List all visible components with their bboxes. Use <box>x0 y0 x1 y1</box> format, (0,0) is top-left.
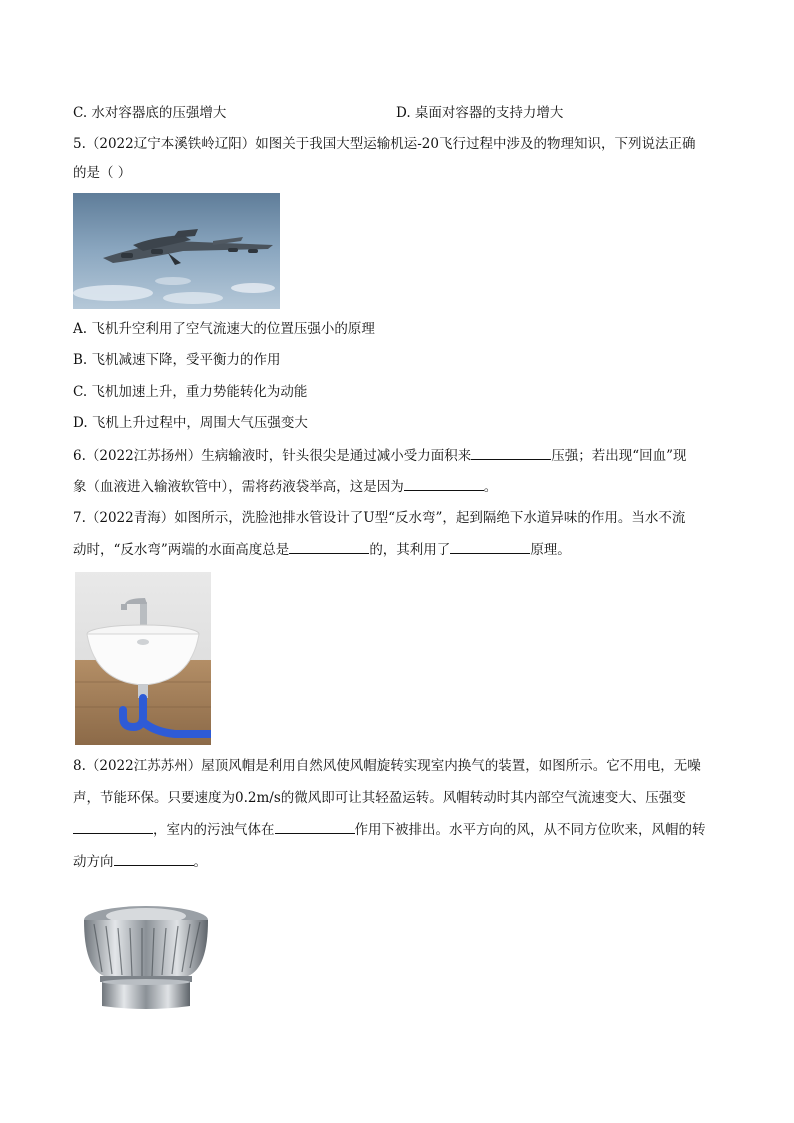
q5-option-c: C. 飞机加速上升，重力势能转化为动能 <box>73 384 308 400</box>
q8-line4 <box>73 851 207 872</box>
q6-line1 <box>73 445 687 466</box>
q7-line1: 7.（2022青海）如图所示，洗脸池排水管设计了U型“反水弯”，起到隔绝下水道异味的作用。当水不流 <box>73 510 686 526</box>
q8-line4-text-a: 动方向 <box>73 854 114 870</box>
answer-blank <box>114 851 194 866</box>
q5-option-d: D. 飞机上升过程中，周围大气压强变大 <box>73 415 308 431</box>
q8-line3 <box>73 819 706 840</box>
q5-stem-line1: 5.（2022辽宁本溪铁岭辽阳）如图关于我国大型运输机运-20飞行过程中涉及的物理知识，下列说法正确 <box>73 136 696 152</box>
q6-line2-text-b: 。 <box>483 479 498 495</box>
q8-line3-text-c: 作用下被排出。水平方向的风，从不同方位吹来，风帽的转 <box>354 822 706 838</box>
q6-line1-text-a: 6.（2022江苏扬州）生病输液时，针头很尖是通过减小受力面积来 <box>73 448 472 464</box>
roof-ventilator-image <box>80 898 213 1010</box>
q8-line1: 8.（2022江苏苏州）屋顶风帽是利用自然风使风帽旋转实现室内换气的装置，如图所示。它不用电，无噪 <box>73 758 701 774</box>
q8-line4-text-b: 。 <box>193 854 207 870</box>
answer-blank <box>73 819 153 834</box>
q6-line1-text-b: 压强；若出现“回血”现 <box>551 448 687 464</box>
answer-blank <box>275 819 355 834</box>
q4-option-c: C. 水对容器底的压强增大 <box>73 105 227 121</box>
q5-stem-line2: 的是（ ） <box>73 165 132 181</box>
answer-blank <box>289 539 369 554</box>
q5-option-a: A. 飞机升空利用了空气流速大的位置压强小的原理 <box>73 321 375 337</box>
q7-line2 <box>73 539 571 560</box>
answer-blank <box>404 476 484 491</box>
y20-aircraft-image <box>73 193 280 309</box>
q7-line2-text-c: 原理。 <box>530 542 571 558</box>
q6-line2 <box>73 476 497 497</box>
q7-line2-text-a: 动时，“反水弯”两端的水面高度总是 <box>73 542 290 558</box>
q8-line3-text-b: ，室内的污浊气体在 <box>153 822 275 838</box>
q6-line2-text-a: 象（血液进入输液软管中），需将药液袋举高，这是因为 <box>73 479 404 495</box>
answer-blank <box>471 445 551 460</box>
q7-line2-text-b: 的，其利用了 <box>369 542 451 558</box>
answer-blank <box>450 539 530 554</box>
q4-option-d: D. 桌面对容器的支持力增大 <box>396 105 564 121</box>
washbasin-drain-image <box>75 572 211 745</box>
q8-line2: 声，节能环保。只要速度为0.2m/s的微风即可让其轻盈运转。风帽转动时其内部空气流速变大、压强变 <box>73 790 686 806</box>
q5-option-b: B. 飞机减速下降，受平衡力的作用 <box>73 352 281 368</box>
